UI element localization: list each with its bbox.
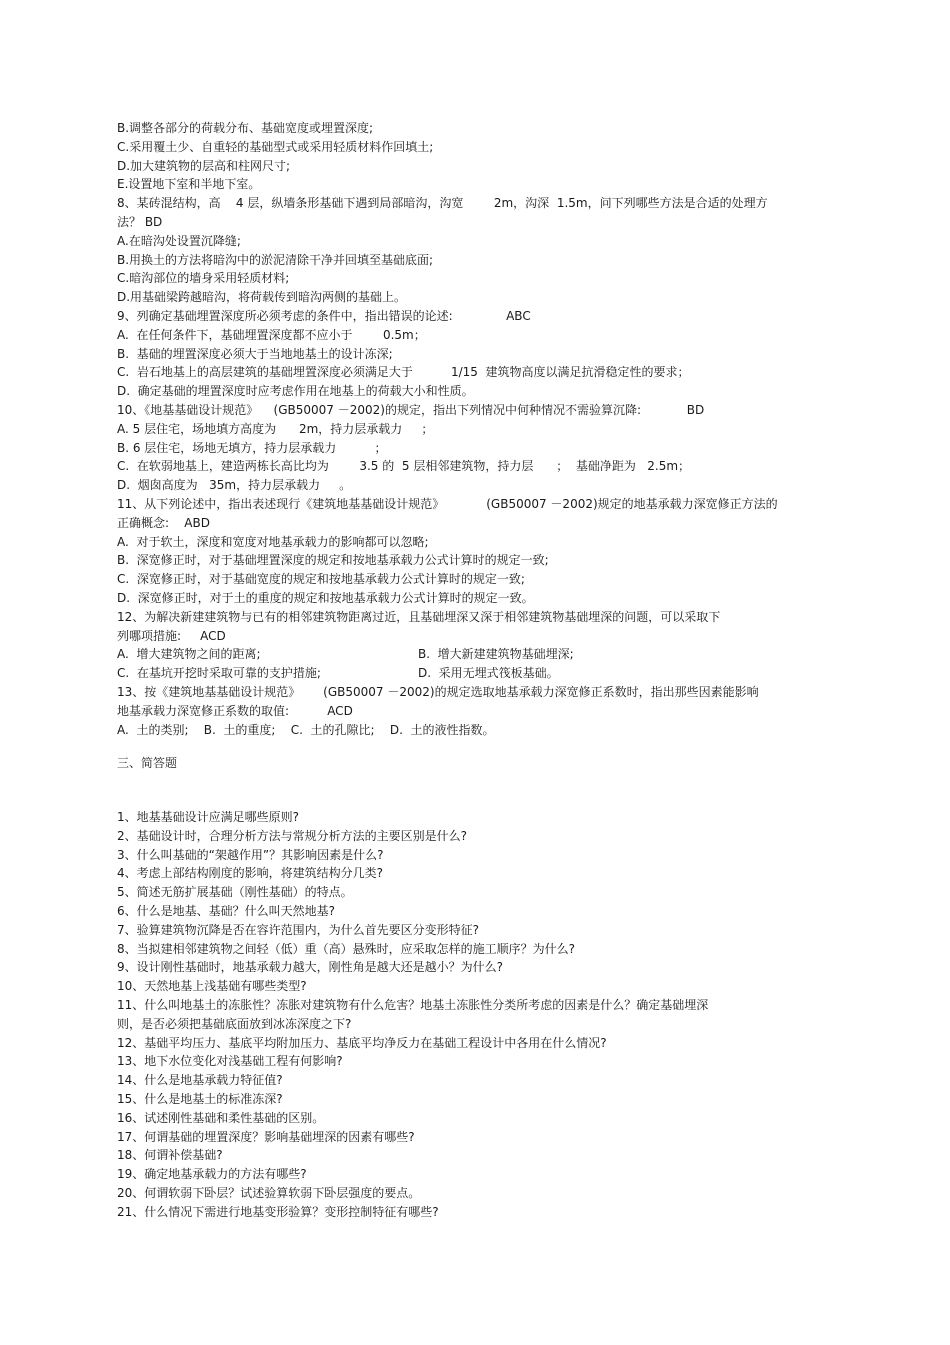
short-answer-item: 6、什么是地基、基础？什么叫天然地基? — [117, 904, 336, 919]
question-line: 正确概念: ABD — [117, 515, 210, 530]
option-line: A. 5 层住宅，场地填方高度为 2m，持力层承载力 ； — [117, 421, 434, 436]
short-answer-item: 14、什么是地基承载力特征值? — [117, 1073, 283, 1088]
option-line: B. 基础的埋置深度必须大于当地地基土的设计冻深; — [117, 346, 393, 361]
option-line: C. 在软弱地基上，建造两栋长高比均为 3.5 的 5 层相邻建筑物，持力层 ； 基础净距为 2.5m； — [117, 459, 691, 474]
question-line: 9、列确定基础埋置深度所必须考虑的条件中，指出错误的论述: ABC — [117, 308, 531, 323]
short-answer-item: 11、什么叫地基土的冻胀性？冻胀对建筑物有什么危害？地基土冻胀性分类所考虑的因素是什么？确定基础埋深 — [117, 998, 709, 1013]
option-line: A. 在任何条件下，基础埋置深度都不应小于 0.5m； — [117, 327, 426, 342]
question-line: 法？ BD — [117, 214, 163, 229]
option-line: B. 深宽修正时，对于基础埋置深度的规定和按地基承载力公式计算时的规定一致; — [117, 553, 549, 568]
option-line: D. 深宽修正时，对于土的重度的规定和按地基承载力公式计算时的规定一致。 — [117, 590, 534, 605]
question-line: 10、《地基基础设计规范》 (GB50007 －2002)的规定，指出下列情况中何种情况不需验算沉降: BD — [117, 402, 705, 417]
short-answer-item: 20、何谓软弱下卧层？试述验算软弱下卧层强度的要点。 — [117, 1186, 421, 1201]
short-answer-item: 17、何谓基础的埋置深度？影响基础埋深的因素有哪些? — [117, 1129, 415, 1144]
short-answer-item: 7、验算建筑物沉降是否在容许范围内，为什么首先要区分变形特征? — [117, 922, 480, 937]
option-line: B. 6 层住宅，场地无填方，持力层承载力 ； — [117, 440, 387, 455]
short-answer-item: 13、地下水位变化对浅基础工程有何影响? — [117, 1054, 343, 1069]
option-line: C. 岩石地基上的高层建筑的基础埋置深度必须满足大于 1/15 建筑物高度以满足抗滑稳定性的要求； — [117, 365, 690, 380]
option-left: C. 在基坑开挖时采取可靠的支护措施; — [117, 666, 321, 681]
option-line: B.用换土的方法将暗沟中的淤泥清除干净并回填至基础底面; — [117, 252, 434, 267]
short-answer-item: 18、何谓补偿基础? — [117, 1148, 223, 1163]
question-line: 13、按《建筑地基基础设计规范》 (GB50007 －2002)的规定选取地基承载力深宽修正系数时，指出那些因素能影响 — [117, 684, 759, 699]
question-line: 11、从下列论述中，指出表述现行《建筑地基基础设计规范》 (GB50007 －2002)规定的地基承载力深宽修正方法的 — [117, 496, 778, 511]
text-line: E.设置地下室和半地下室。 — [117, 177, 261, 192]
option-row — [117, 645, 817, 664]
short-answer-item: 12、基础平均压力、基底平均附加压力、基底平均净反力在基础工程设计中各用在什么情况? — [117, 1035, 607, 1050]
short-answer-item: 8、当拟建相邻建筑物之间轻（低）重（高）悬殊时，应采取怎样的施工顺序？为什么? — [117, 941, 576, 956]
option-right: B. 增大新建建筑物基础埋深; — [418, 647, 574, 662]
short-answer-item: 16、试述刚性基础和柔性基础的区别。 — [117, 1110, 325, 1125]
short-answer-item: 则，是否必须把基础底面放到冰冻深度之下? — [117, 1016, 352, 1031]
option-left: A. 增大建筑物之间的距离; — [117, 647, 261, 662]
option-line: A. 对于软土，深度和宽度对地基承载力的影响都可以忽略; — [117, 534, 429, 549]
text-line: B.调整各部分的荷载分布、基础宽度或埋置深度; — [117, 121, 374, 135]
multiple-choice-block-1 — [117, 119, 817, 739]
question-line: 地基承载力深宽修正系数的取值: ACD — [117, 703, 353, 718]
text-line: D.加大建筑物的层高和柱网尺寸; — [117, 158, 291, 173]
short-answer-item: 1、地基基础设计应满足哪些原则? — [117, 810, 300, 825]
short-answer-item: 9、设计刚性基础时，地基承载力越大，刚性角是越大还是越小？为什么? — [117, 960, 504, 975]
short-answer-item: 4、考虑上部结构刚度的影响，将建筑结构分几类? — [117, 866, 384, 881]
option-row — [117, 664, 817, 683]
document-content — [117, 119, 817, 1222]
option-line: D.用基础梁跨越暗沟，将荷载传到暗沟两侧的基础上。 — [117, 290, 407, 305]
option-line: A.在暗沟处设置沉降缝; — [117, 233, 241, 248]
option-right: D. 采用无埋式筏板基础。 — [418, 666, 559, 681]
option-line: A. 土的类别; B. 土的重度; C. 土的孔隙比; D. 土的液性指数。 — [117, 722, 495, 737]
short-answer-item: 15、什么是地基土的标准冻深? — [117, 1092, 283, 1107]
option-line: D. 确定基础的埋置深度时应考虑作用在地基上的荷载大小和性质。 — [117, 384, 474, 399]
short-answer-item: 5、简述无筋扩展基础（刚性基础）的特点。 — [117, 885, 353, 900]
option-line: C.暗沟部位的墙身采用轻质材料; — [117, 271, 290, 286]
short-answer-item: 3、什么叫基础的“架越作用”？其影响因素是什么? — [117, 847, 384, 862]
text-line: C.采用覆土少、自重轻的基础型式或采用轻质材料作回填土; — [117, 139, 434, 154]
option-line: C. 深宽修正时，对于基础宽度的规定和按地基承载力公式计算时的规定一致; — [117, 572, 525, 587]
question-line: 列哪项措施: ACD — [117, 628, 226, 643]
short-answer-item: 19、确定地基承载力的方法有哪些? — [117, 1167, 307, 1182]
short-answer-item: 21、什么情况下需进行地基变形验算？变形控制特征有哪些? — [117, 1204, 439, 1219]
short-answer-item: 10、天然地基上浅基础有哪些类型? — [117, 979, 307, 994]
question-line: 12、为解决新建建筑物与已有的相邻建筑物距离过近，且基础埋深又深于相邻建筑物基础埋深的问题，可以采取下 — [117, 609, 721, 624]
short-answer-item: 2、基础设计时，合理分析方法与常规分析方法的主要区别是什么? — [117, 828, 468, 843]
question-line: 8、某砖混结构，高 4 层，纵墙条形基础下遇到局部暗沟，沟宽 2m，沟深 1.5m，问下列哪些方法是合适的处理方 — [117, 196, 768, 211]
option-line: D. 烟囱高度为 35m，持力层承载力 。 — [117, 478, 352, 493]
section-title: 三、简答题 — [117, 756, 178, 771]
short-answer-list — [117, 808, 817, 1222]
